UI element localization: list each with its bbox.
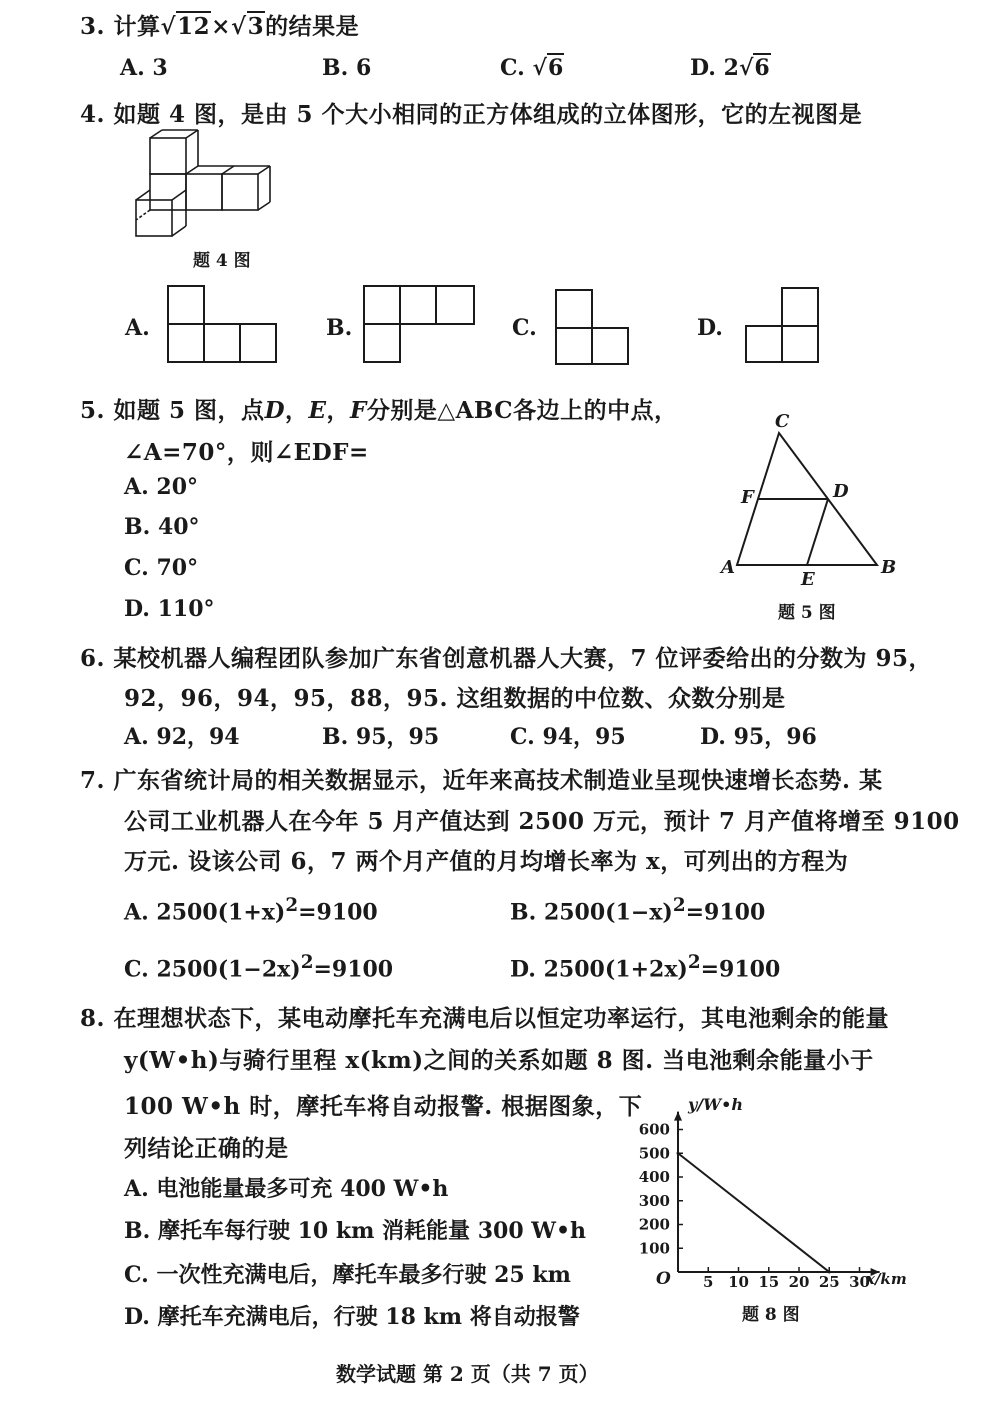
q5-stem-line-1 [80,392,678,425]
option-exponent: 2 [687,952,701,973]
origin-label: O [656,1269,671,1289]
q8-option-b [124,1214,586,1245]
q7-number: 7. [80,767,106,794]
q4-option-d-view [744,286,822,366]
q5-stem-pre: 如题 5 图，点 [113,397,265,424]
q4-option-b-label: B. [326,315,353,341]
label-d: D [833,481,849,502]
option-text: 电池能量最多可充 400 W•h [156,1176,449,1202]
segment-de [807,499,828,565]
option-radicand: 6 [547,55,564,81]
q4-stem [80,96,862,129]
q3-stem-pre: 计算 [113,13,161,40]
q4-figure-cubes [130,128,280,246]
x-tick-label: 15 [758,1273,780,1290]
option-label: C. [124,1262,149,1288]
option-label: A. [124,1176,149,1202]
option-exponent: 2 [300,952,314,973]
q6-line-1-text: 某校机器人编程团队参加广东省创意机器人大赛，7 位评委给出的分数为 95， [113,645,933,672]
label-e: E [801,569,815,590]
option-exponent: 2 [285,895,299,916]
q4-option-d-label: D. [697,315,723,341]
option-label: B. [510,899,537,926]
q5-option-b [124,514,200,540]
option-rhs: =9100 [298,899,378,926]
q6-option-a: A. 92，94 [124,724,240,750]
option-expression: 2500(1+x) [156,899,286,926]
q6-option-d: D. 95，96 [700,724,817,750]
q3-stem [80,8,359,41]
option-exponent: 2 [672,895,686,916]
y-tick-label: 300 [638,1191,670,1210]
x-tick-label: 30 [849,1273,870,1290]
option-rhs: =9100 [313,956,394,983]
option-radicand: 6 [754,55,770,81]
x-axis-label: x/km [866,1270,907,1288]
y-tick-label: 600 [638,1120,670,1139]
y-tick-label: 100 [638,1239,670,1258]
q3-times: × [211,13,231,40]
option-value: 20° [156,474,199,500]
option-label: C. [124,555,149,581]
q3-option-c [500,55,564,81]
option-coef: 2 [723,55,739,81]
q8-energy-chart [630,1090,920,1290]
option-label: A. [120,55,145,81]
q4-option-a-label: A. [125,315,150,341]
q8-line-1-text: 在理想状态下，某电动摩托车充满电后以恒定功率运行，其电池剩余的能量 [113,1005,890,1032]
sqrt-icon: √ [738,55,754,81]
option-value: 3 [152,55,168,81]
q8-option-c [124,1258,571,1289]
q5-separator: ， [326,397,351,424]
q7-option-a [124,895,378,925]
energy-line [678,1153,829,1272]
q8-option-d [124,1300,580,1331]
q5-point-e: E [308,397,327,424]
q4-caption: 题 4 图 [193,251,251,271]
option-rhs: =9100 [700,956,781,983]
q5-stem-post: 分别是△ABC各边上的中点， [366,397,678,424]
option-label: A. [124,899,149,926]
q3-number: 3. [80,13,106,40]
option-label: B. [124,514,151,540]
q7-option-c [124,952,393,982]
q7-option-b [510,895,765,925]
q5-triangle-figure [715,405,915,595]
q8-number: 8. [80,1005,106,1032]
option-label: A. [124,474,149,500]
q3-radicand-1: 12 [177,13,211,40]
q8-option-a [124,1172,448,1203]
y-tick-label: 500 [638,1144,670,1163]
q5-option-d [124,596,215,622]
option-text: 摩托车每行驶 10 km 消耗能量 300 W•h [157,1218,587,1244]
q5-option-c [124,555,198,581]
option-label: C. [124,956,149,983]
option-expression: 2500(1+2x) [543,956,688,983]
option-value: 6 [355,55,372,81]
q5-option-a [124,474,198,500]
option-label: B. [322,55,349,81]
q5-point-d: D [264,397,286,424]
label-c: C [775,411,790,432]
x-tick-label: 5 [703,1273,714,1290]
y-tick-label: 200 [638,1215,670,1234]
q4-option-c-view [554,288,634,368]
sqrt-icon: √ [230,13,247,40]
q7-stem-line-3: 万元. 设该公司 6，7 两个月产值的月均增长率为 x，可列出的方程为 [124,848,849,875]
sqrt-icon: √ [532,55,547,81]
option-text: 摩托车充满电后，行驶 18 km 将自动报警 [157,1304,580,1330]
y-axis-arrow-icon [674,1112,682,1121]
q3-radicand-2: 3 [247,13,265,40]
option-expression: 2500(1−2x) [156,956,301,983]
q7-line-1-text: 广东省统计局的相关数据显示，近年来高技术制造业呈现快速增长态势. 某 [113,767,883,794]
option-value: 40° [157,514,200,540]
q6-option-b: B. 95，95 [322,724,440,750]
q5-stem-line-2: ∠A=70°，则∠EDF= [124,439,369,466]
q8-stem-line-4: 列结论正确的是 [124,1135,289,1162]
option-label: C. [500,55,525,81]
q4-number: 4. [80,101,106,128]
q6-option-c: C. 94，95 [510,724,626,750]
q6-stem-line-2: 92，96，94，95，88，95. 这组数据的中位数、众数分别是 [124,685,786,712]
sqrt-icon: √ [160,13,177,40]
q5-point-f: F [350,397,367,424]
data-point [677,1152,680,1155]
q3-option-a [120,55,168,81]
option-rhs: =9100 [685,899,766,926]
y-axis-label: y/W•h [688,1095,743,1114]
q3-option-d [690,55,771,81]
option-expression: 2500(1−x) [543,899,673,926]
q8-stem-line-1 [80,1000,889,1033]
option-value: 70° [156,555,199,581]
q4-option-c-label: C. [512,315,537,341]
option-label: D. [690,55,716,81]
q7-option-d [510,952,780,982]
q8-stem-line-3: 100 W•h 时，摩托车将自动报警. 根据图象，下 [124,1093,643,1120]
data-point [828,1271,831,1274]
q4-option-a-view [166,284,281,366]
x-tick-label: 10 [728,1273,749,1290]
q7-stem-line-2: 公司工业机器人在今年 5 月产值达到 2500 万元，预计 7 月产值将增至 9100 [124,808,960,835]
label-b: B [881,557,897,578]
q4-stem-text: 如题 4 图，是由 5 个大小相同的正方体组成的立体图形，它的左视图是 [113,101,863,128]
y-tick-label: 400 [638,1168,670,1186]
q5-number: 5. [80,397,106,424]
q3-option-b [322,55,371,81]
q5-caption: 题 5 图 [778,603,836,623]
q3-stem-post: 的结果是 [265,13,360,40]
q6-stem-line-1 [80,640,932,673]
label-a: A [721,557,735,578]
option-label: D. [510,956,536,983]
option-label: D. [124,1304,150,1330]
page-footer: 数学试题 第 2 页（共 7 页） [336,1362,599,1386]
option-label: B. [124,1218,151,1244]
label-f: F [741,487,754,508]
option-text: 一次性充满电后，摩托车最多行驶 25 km [156,1262,571,1288]
q5-separator: ， [285,397,309,424]
q8-caption: 题 8 图 [742,1305,800,1325]
q7-stem-line-1 [80,762,883,795]
q8-stem-line-2: y(W•h)与骑行里程 x(km)之间的关系如题 8 图. 当电池剩余能量小于 [124,1047,874,1074]
option-value: 110° [157,596,215,622]
q6-number: 6. [80,645,106,672]
x-tick-label: 25 [818,1273,840,1290]
q4-option-b-view [362,284,480,366]
x-tick-label: 20 [788,1273,810,1290]
option-label: D. [124,596,150,622]
